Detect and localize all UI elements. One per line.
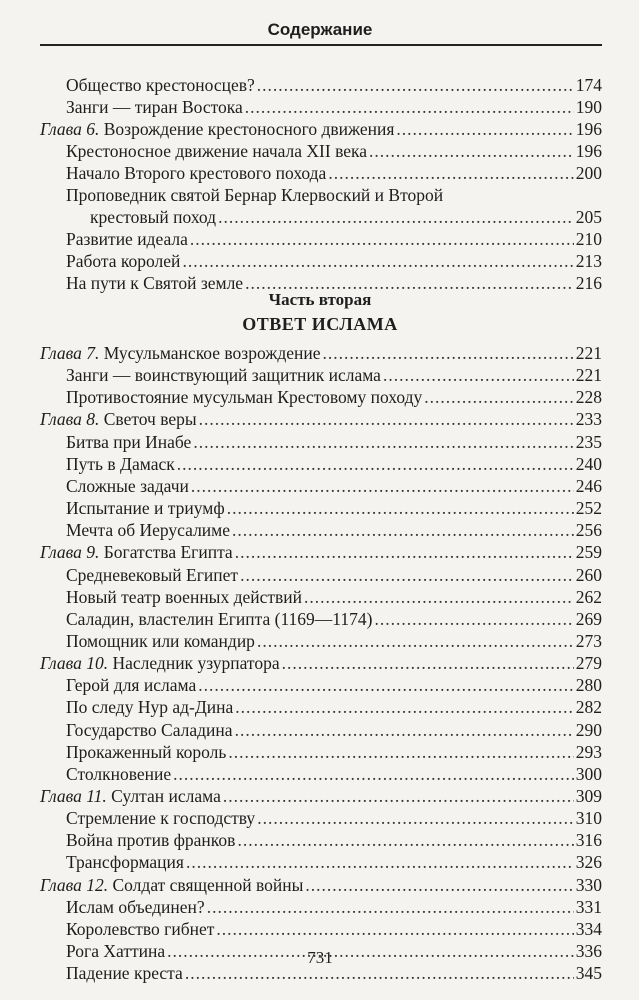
dot-leader [304, 586, 574, 608]
toc-page-number: 256 [575, 520, 602, 541]
entry-title-text: Королевство гибнет [66, 918, 215, 939]
entry-title-text: Мечта об Иерусалиме [66, 520, 231, 541]
toc-page-number: 269 [575, 608, 602, 629]
dot-leader [193, 431, 573, 453]
entry-title-text: Падение креста [66, 963, 183, 984]
toc-page-number: 240 [575, 453, 602, 474]
dot-leader [173, 763, 574, 785]
dot-leader [375, 608, 574, 630]
entry-title-text: Мусульманское возрождение [103, 343, 321, 363]
entry-title-text: Война против франков [66, 830, 236, 851]
toc-entry-title [66, 896, 205, 918]
toc-entry-title [66, 741, 226, 763]
entry-title-text: Крестоносное движение начала XII века [66, 141, 368, 161]
toc-page-number: 200 [575, 163, 602, 183]
toc-section-row [66, 829, 602, 851]
toc-page-number: 310 [575, 808, 602, 829]
toc-section-row [66, 475, 602, 497]
toc-page-number: 300 [575, 763, 602, 784]
entry-title-text: Проповедник святой Бернар Клервоский и Второй [66, 185, 444, 205]
dot-leader [227, 497, 574, 519]
chapter-label: Глава 7. [40, 343, 100, 363]
toc-entry-title [66, 851, 184, 873]
toc-entry-title [66, 674, 196, 696]
toc-entry-title [66, 608, 373, 630]
entry-title-text: Общество крестоносцев? [66, 75, 255, 95]
toc-page-number: 216 [575, 273, 602, 293]
toc-section-row [66, 918, 602, 940]
toc-page-number: 280 [575, 675, 602, 696]
toc-chapter-row [40, 652, 602, 674]
toc-page-number: 326 [575, 852, 602, 873]
toc-section-row [66, 519, 602, 541]
toc-section-row [66, 162, 602, 184]
entry-title-text: Рога Хаттина [66, 941, 166, 962]
entry-title-text: Противостояние мусульман Крестовому походу [66, 387, 423, 408]
chapter-label: Глава 6. [40, 119, 100, 139]
toc-entry-title [66, 497, 225, 519]
toc-page-number: 190 [575, 97, 602, 117]
toc-page-number: 290 [575, 719, 602, 740]
toc-page-number: 196 [575, 119, 602, 139]
chapter-label: Глава 10. [40, 653, 109, 674]
chapter-label: Глава 9. [40, 542, 100, 563]
entry-title-text: Богатства Египта [103, 542, 233, 563]
entry-title-text: Прокаженный король [66, 741, 227, 762]
toc-entry-title [66, 162, 326, 184]
toc-entry-title [40, 785, 221, 807]
toc-section-row [66, 96, 602, 118]
toc-chapter-row [40, 874, 602, 896]
dot-leader [198, 674, 574, 696]
entry-title-text: Испытание и триумф [66, 498, 225, 519]
toc-entry-title [40, 874, 303, 896]
toc-entry-title [40, 541, 233, 563]
entry-title-text: Государство Саладина [66, 719, 233, 740]
toc-page-number: 331 [575, 896, 602, 917]
entry-title-text: Занги — воинствующий защитник ислама [66, 365, 381, 386]
toc-section-row [66, 386, 602, 408]
toc-section-row [90, 206, 602, 228]
entry-title-text: Средневековый Египет [66, 564, 239, 585]
dot-leader [223, 785, 574, 807]
toc-entry-title [66, 386, 422, 408]
dot-leader [369, 140, 574, 162]
entry-title-text: Стремление к господству [66, 808, 256, 829]
entry-title-text: Герой для ислама [66, 675, 197, 696]
toc-chapter-row [40, 785, 602, 807]
toc-entry-title [66, 586, 302, 608]
toc-section-row [66, 453, 602, 475]
dot-leader [237, 829, 573, 851]
toc-entry-title [66, 184, 443, 206]
chapter-label: Глава 12. [40, 874, 109, 895]
toc-entry-title [66, 763, 171, 785]
dot-leader [235, 541, 574, 563]
toc-page-number: 273 [575, 630, 602, 651]
entry-title-text: Путь в Дамаск [66, 453, 175, 474]
chapter-label: Глава 11. [40, 786, 107, 806]
toc-page-number: 334 [575, 918, 602, 939]
toc-page-number: 262 [575, 586, 602, 607]
toc-section-row [66, 807, 602, 829]
toc-page-number: 282 [575, 697, 602, 718]
toc-section-row [66, 674, 602, 696]
toc-page-number: 330 [575, 874, 602, 895]
dot-leader [191, 475, 574, 497]
toc-section-row [66, 741, 602, 763]
dot-leader [186, 851, 574, 873]
dot-leader [190, 228, 574, 250]
entry-title-text: Наследник узурпатора [112, 653, 280, 674]
toc-section-row [66, 763, 602, 785]
toc-section-row [66, 431, 602, 453]
toc-section-row [66, 896, 602, 918]
toc-page-number: 309 [575, 786, 602, 806]
entry-title-text: Саладин, властелин Египта (1169—1174) [66, 608, 373, 629]
toc-page-number: 246 [575, 475, 602, 496]
dot-leader [235, 696, 573, 718]
toc-entry-title [66, 918, 214, 940]
toc-chapter-row [40, 541, 602, 563]
entry-title-text: Начало Второго крестового похода [66, 163, 327, 183]
entry-title-text: На пути к Святой земле [66, 273, 244, 293]
dot-leader [257, 630, 574, 652]
entry-title-text: Трансформация [66, 852, 184, 873]
entry-title-text: Султан ислама [111, 786, 221, 806]
toc-chapter-row [40, 342, 602, 364]
toc-page-number: 336 [575, 941, 602, 962]
toc-section-row [66, 696, 602, 718]
running-header: Содержание [267, 20, 373, 39]
toc-section-row [66, 74, 602, 96]
toc-section-row [66, 851, 602, 873]
dot-leader [257, 74, 574, 96]
toc-page-number: 213 [575, 251, 602, 271]
toc-entry-title [66, 696, 233, 718]
toc-entry-title [90, 206, 216, 228]
toc-entry-title [66, 564, 238, 586]
dot-leader [177, 453, 574, 475]
toc-entry-title [40, 342, 321, 364]
toc-entry-title [66, 453, 175, 475]
toc-entry-title [40, 118, 394, 140]
toc-entry-title [66, 364, 381, 386]
toc-entry-title [66, 250, 180, 272]
toc-entry-title [66, 807, 255, 829]
entry-title-text: Светоч веры [103, 409, 197, 430]
dot-leader [282, 652, 574, 674]
toc-page-number: 205 [575, 207, 602, 227]
dot-leader [305, 874, 573, 896]
toc-entry-title [66, 630, 255, 652]
dot-leader [218, 206, 574, 228]
entry-title-text: крестовый поход [90, 207, 217, 227]
dot-leader [323, 342, 574, 364]
toc-entry-title [66, 74, 255, 96]
toc-section-row [66, 586, 602, 608]
toc-page-number: 279 [575, 653, 602, 674]
entry-title-text: Битва при Инабе [66, 431, 192, 452]
toc-page-number: 260 [575, 564, 602, 585]
toc-entry-title [66, 719, 233, 741]
toc-section-row [66, 364, 602, 386]
toc-chapter-row [40, 408, 602, 430]
toc-page-number: 259 [575, 542, 602, 563]
toc-page-number: 293 [575, 741, 602, 762]
entry-title-text: Солдат священной войны [112, 874, 304, 895]
toc-section-row [66, 497, 602, 519]
chapter-label: Глава 8. [40, 409, 100, 430]
toc-entry-title [66, 431, 191, 453]
toc-page-number: 233 [575, 409, 602, 430]
dot-leader [396, 118, 573, 140]
entry-title-text: Возрождение крестоносного движения [103, 119, 395, 139]
toc-page-number: 235 [575, 431, 602, 452]
page-number: 731 [307, 948, 333, 967]
entry-title-text: Новый театр военных действий [66, 586, 303, 607]
dot-leader [216, 918, 573, 940]
entry-title-text: Столкновение [66, 763, 172, 784]
entry-title-text: По следу Нур ад-Дина [66, 697, 234, 718]
toc-page-number: 316 [575, 830, 602, 851]
entry-title-text: Работа королей [66, 251, 181, 271]
entry-title-text: Ислам объединен? [66, 896, 205, 917]
toc-entry-title [66, 140, 367, 162]
entry-title-text: Сложные задачи [66, 475, 189, 496]
toc-entry-title [40, 652, 280, 674]
entry-title-text: Развитие идеала [66, 229, 188, 249]
toc-page-number: 174 [575, 75, 602, 95]
toc-entry-title [66, 96, 243, 118]
toc-section-row [66, 630, 602, 652]
toc-page-number: 228 [575, 387, 602, 408]
toc-entry-title [40, 408, 197, 430]
part-number: Часть вторая [268, 290, 372, 309]
part-title: ОТВЕТ ИСЛАМА [242, 314, 398, 334]
dot-leader [424, 386, 573, 408]
dot-leader [199, 408, 574, 430]
toc-section-row [66, 564, 602, 586]
dot-leader [245, 96, 574, 118]
dot-leader [240, 564, 574, 586]
toc-section-row [66, 140, 602, 162]
dot-leader [182, 250, 573, 272]
toc-section-row [66, 719, 602, 741]
toc-entry-title [66, 829, 235, 851]
toc-page-number: 210 [575, 229, 602, 249]
toc-section-row [66, 608, 602, 630]
dot-leader [228, 741, 573, 763]
toc-entry-title [66, 475, 189, 497]
toc-entry-title [66, 228, 188, 250]
toc-page-number: 345 [575, 963, 602, 984]
toc-entry-title [66, 519, 230, 541]
dot-leader [207, 896, 574, 918]
toc-page-number: 252 [575, 498, 602, 519]
toc-section-row [66, 228, 602, 250]
dot-leader [383, 364, 574, 386]
toc-section-row [66, 250, 602, 272]
dot-leader [328, 162, 573, 184]
dot-leader [235, 719, 574, 741]
dot-leader [257, 807, 574, 829]
toc-page-number: 196 [575, 141, 602, 161]
toc-chapter-row [40, 118, 602, 140]
entry-title-text: Помощник или командир [66, 630, 255, 651]
entry-title-text: Занги — тиран Востока [66, 97, 243, 117]
toc-section-row [66, 184, 602, 206]
dot-leader [232, 519, 574, 541]
toc-page-number: 221 [575, 343, 602, 363]
toc-page-number: 221 [575, 365, 602, 386]
